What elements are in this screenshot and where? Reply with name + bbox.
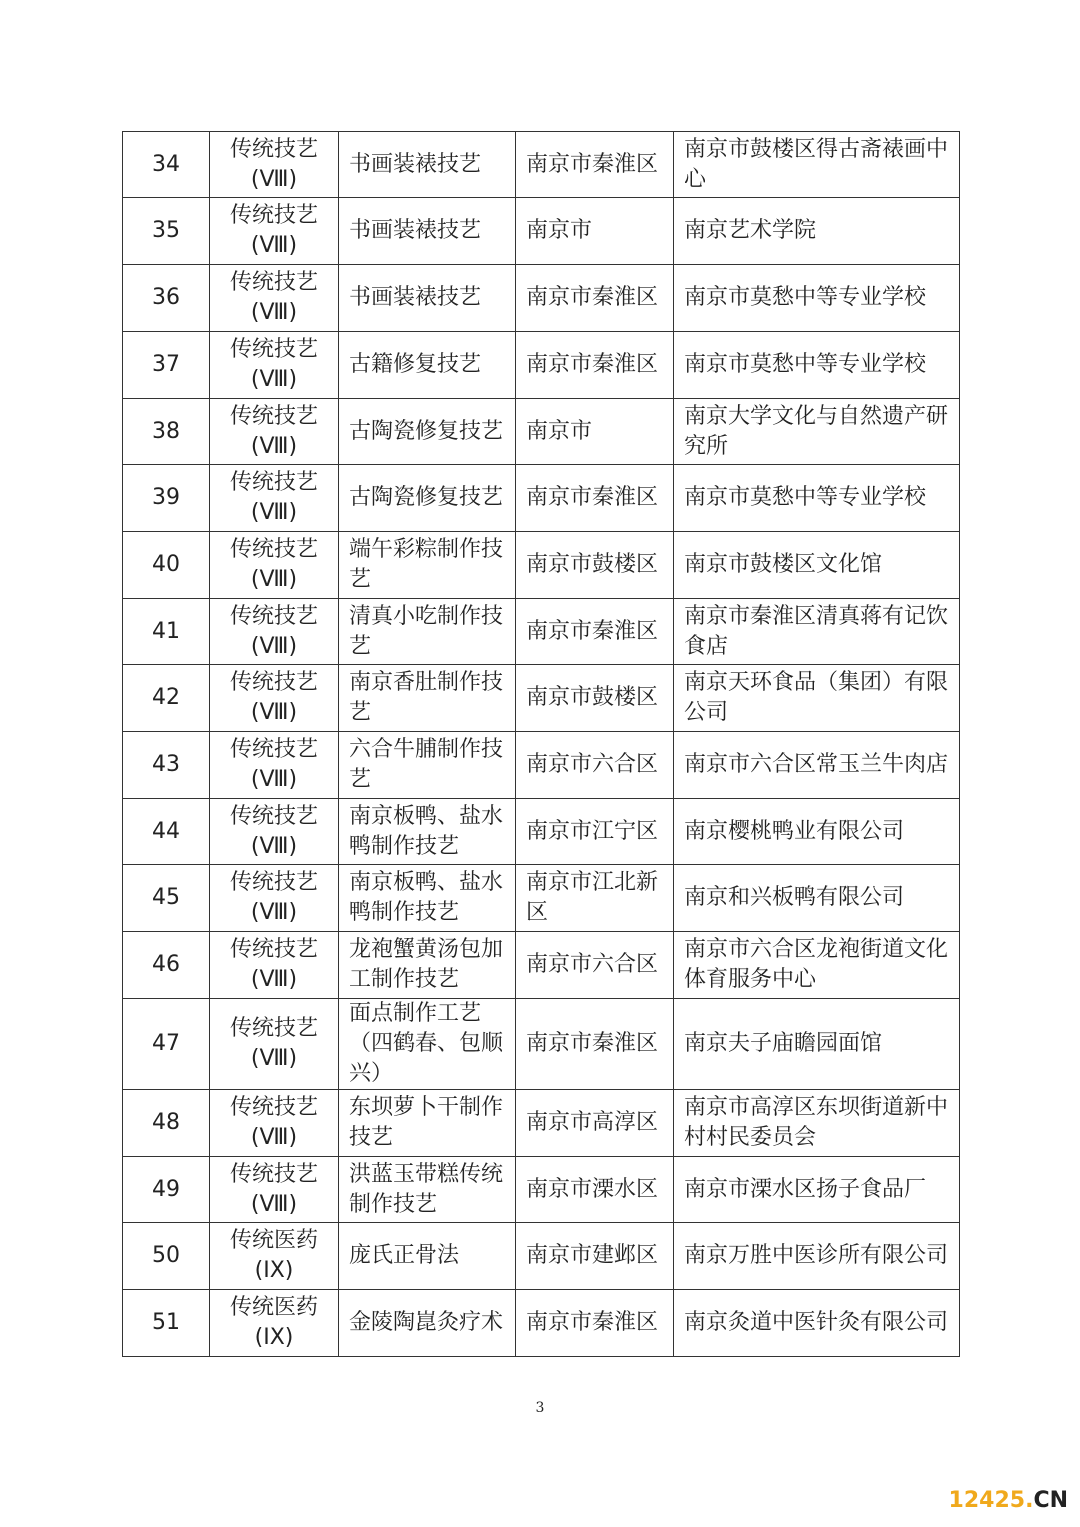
cell-project: 南京香肚制作技艺 — [339, 665, 516, 732]
cell-region: 南京市鼓楼区 — [516, 665, 674, 732]
cell-project: 庞氏正骨法 — [339, 1223, 516, 1290]
cell-category — [210, 332, 339, 399]
cell-region: 南京市 — [516, 198, 674, 265]
category-label: 传统技艺 — [229, 803, 318, 829]
cell-unit: 南京樱桃鸭业有限公司 — [674, 799, 960, 865]
cell-unit: 南京市莫愁中等专业学校 — [674, 265, 960, 332]
cell-category — [210, 665, 339, 732]
cell-number: 40 — [123, 532, 210, 599]
table-body — [123, 132, 960, 1357]
category-label: 传统技艺 — [229, 203, 318, 228]
category-label: 传统技艺 — [229, 337, 318, 362]
site-watermark — [949, 1488, 1068, 1513]
cell-category — [210, 999, 339, 1090]
category-label: 传统技艺 — [229, 1016, 318, 1041]
cell-category — [210, 265, 339, 332]
cell-number: 49 — [123, 1157, 210, 1223]
category-code: (IX) — [254, 1258, 294, 1283]
table-row — [123, 1157, 960, 1223]
category-label: 传统技艺 — [229, 603, 318, 629]
table-row — [123, 1223, 960, 1290]
cell-region: 南京市溧水区 — [516, 1157, 674, 1223]
cell-number: 41 — [123, 599, 210, 665]
heritage-list-table — [122, 131, 960, 1357]
watermark-suffix: CN — [1033, 1488, 1068, 1513]
category-label: 传统技艺 — [229, 737, 318, 762]
cell-region: 南京市六合区 — [516, 732, 674, 799]
watermark-dot: . — [1025, 1488, 1034, 1513]
cell-category — [210, 932, 339, 999]
cell-number: 48 — [123, 1090, 210, 1157]
cell-region: 南京市江宁区 — [516, 799, 674, 865]
cell-number: 34 — [123, 132, 210, 198]
cell-project: 书画装裱技艺 — [339, 265, 516, 332]
category-code: (Ⅷ) — [250, 500, 298, 525]
cell-region: 南京市秦淮区 — [516, 332, 674, 399]
cell-unit: 南京市溧水区扬子食品厂 — [674, 1157, 960, 1223]
cell-project: 面点制作工艺（四鹤春、包顺兴） — [339, 999, 516, 1090]
cell-project: 南京板鸭、盐水鸭制作技艺 — [339, 865, 516, 932]
category-code: (Ⅷ) — [250, 367, 298, 392]
table-row — [123, 1090, 960, 1157]
category-code: (Ⅷ) — [250, 1191, 298, 1217]
table-row — [123, 865, 960, 932]
cell-category — [210, 865, 339, 932]
cell-category — [210, 1090, 339, 1157]
category-code: (Ⅷ) — [250, 700, 298, 725]
category-label: 传统技艺 — [229, 670, 318, 695]
cell-number: 47 — [123, 999, 210, 1090]
cell-category — [210, 799, 339, 865]
cell-region: 南京市建邺区 — [516, 1223, 674, 1290]
cell-unit: 南京市高淳区东坝街道新中村村民委员会 — [674, 1090, 960, 1157]
category-code: (Ⅷ) — [250, 1125, 298, 1150]
table-row — [123, 1290, 960, 1357]
category-code: (Ⅷ) — [250, 567, 298, 592]
cell-unit: 南京天环食品（集团）有限公司 — [674, 665, 960, 732]
cell-number: 36 — [123, 265, 210, 332]
cell-category — [210, 532, 339, 599]
cell-category — [210, 465, 339, 532]
cell-number: 37 — [123, 332, 210, 399]
cell-unit: 南京万胜中医诊所有限公司 — [674, 1223, 960, 1290]
category-label: 传统技艺 — [229, 870, 318, 895]
cell-unit: 南京大学文化与自然遗产研究所 — [674, 399, 960, 465]
table-row — [123, 732, 960, 799]
cell-category — [210, 732, 339, 799]
cell-category — [210, 1290, 339, 1357]
table-row — [123, 198, 960, 265]
cell-region: 南京市江北新区 — [516, 865, 674, 932]
cell-category — [210, 198, 339, 265]
cell-unit: 南京市莫愁中等专业学校 — [674, 332, 960, 399]
cell-number: 42 — [123, 665, 210, 732]
cell-region: 南京市秦淮区 — [516, 265, 674, 332]
category-code: (Ⅷ) — [250, 166, 298, 192]
cell-project: 龙袍蟹黄汤包加工制作技艺 — [339, 932, 516, 999]
table-row — [123, 332, 960, 399]
cell-project: 书画装裱技艺 — [339, 132, 516, 198]
table-row — [123, 132, 960, 198]
cell-region: 南京市高淳区 — [516, 1090, 674, 1157]
cell-unit: 南京市六合区常玉兰牛肉店 — [674, 732, 960, 799]
cell-region: 南京市秦淮区 — [516, 999, 674, 1090]
cell-unit: 南京市鼓楼区文化馆 — [674, 532, 960, 599]
category-label: 传统技艺 — [229, 1161, 318, 1187]
cell-region: 南京市 — [516, 399, 674, 465]
cell-region: 南京市秦淮区 — [516, 465, 674, 532]
table-row — [123, 399, 960, 465]
table-row — [123, 799, 960, 865]
category-code: (Ⅷ) — [250, 300, 298, 325]
cell-number: 46 — [123, 932, 210, 999]
cell-region: 南京市秦淮区 — [516, 599, 674, 665]
cell-project: 古陶瓷修复技艺 — [339, 465, 516, 532]
cell-project: 南京板鸭、盐水鸭制作技艺 — [339, 799, 516, 865]
cell-project: 洪蓝玉带糕传统制作技艺 — [339, 1157, 516, 1223]
cell-number: 39 — [123, 465, 210, 532]
category-label: 传统技艺 — [229, 136, 318, 162]
category-code: (Ⅷ) — [250, 900, 298, 925]
watermark-number: 12425 — [948, 1488, 1026, 1513]
cell-unit: 南京艺术学院 — [674, 198, 960, 265]
cell-unit: 南京市鼓楼区得古斋裱画中心 — [674, 132, 960, 198]
table-row — [123, 265, 960, 332]
cell-category — [210, 399, 339, 465]
category-label: 传统技艺 — [229, 537, 318, 562]
cell-project: 古籍修复技艺 — [339, 332, 516, 399]
category-code: (Ⅷ) — [250, 433, 298, 459]
category-code: (Ⅷ) — [250, 1046, 298, 1071]
category-label: 传统技艺 — [229, 937, 318, 962]
cell-number: 44 — [123, 799, 210, 865]
category-code: (IX) — [254, 1325, 294, 1350]
cell-unit: 南京夫子庙瞻园面馆 — [674, 999, 960, 1090]
cell-unit: 南京灸道中医针灸有限公司 — [674, 1290, 960, 1357]
table-row — [123, 532, 960, 599]
cell-unit: 南京市六合区龙袍街道文化体育服务中心 — [674, 932, 960, 999]
category-code: (Ⅷ) — [250, 233, 298, 258]
cell-project: 清真小吃制作技艺 — [339, 599, 516, 665]
cell-region: 南京市秦淮区 — [516, 1290, 674, 1357]
category-code: (Ⅷ) — [250, 633, 298, 659]
table-row — [123, 932, 960, 999]
category-label: 传统医药 — [229, 1228, 318, 1253]
cell-unit: 南京和兴板鸭有限公司 — [674, 865, 960, 932]
cell-number: 45 — [123, 865, 210, 932]
cell-unit: 南京市秦淮区清真蒋有记饮食店 — [674, 599, 960, 665]
page-number: 3 — [535, 1400, 545, 1416]
category-label: 传统技艺 — [229, 470, 318, 495]
category-label: 传统技艺 — [229, 403, 318, 429]
category-label: 传统技艺 — [229, 270, 318, 295]
cell-unit: 南京市莫愁中等专业学校 — [674, 465, 960, 532]
cell-region: 南京市秦淮区 — [516, 132, 674, 198]
table-row — [123, 999, 960, 1090]
cell-number: 38 — [123, 399, 210, 465]
category-label: 传统技艺 — [229, 1095, 318, 1120]
table-row — [123, 465, 960, 532]
cell-number: 43 — [123, 732, 210, 799]
cell-region: 南京市六合区 — [516, 932, 674, 999]
cell-number: 35 — [123, 198, 210, 265]
table-row — [123, 665, 960, 732]
cell-category — [210, 599, 339, 665]
cell-category — [210, 1157, 339, 1223]
cell-number: 51 — [123, 1290, 210, 1357]
category-code: (Ⅷ) — [250, 967, 298, 992]
category-code: (Ⅷ) — [250, 833, 298, 859]
cell-project: 金陵陶崑灸疗术 — [339, 1290, 516, 1357]
cell-category — [210, 132, 339, 198]
category-label: 传统医药 — [229, 1295, 318, 1320]
cell-project: 书画装裱技艺 — [339, 198, 516, 265]
cell-region: 南京市鼓楼区 — [516, 532, 674, 599]
table-row — [123, 599, 960, 665]
cell-number: 50 — [123, 1223, 210, 1290]
cell-category — [210, 1223, 339, 1290]
cell-project: 端午彩粽制作技艺 — [339, 532, 516, 599]
category-code: (Ⅷ) — [250, 767, 298, 792]
cell-project: 古陶瓷修复技艺 — [339, 399, 516, 465]
cell-project: 六合牛脯制作技艺 — [339, 732, 516, 799]
cell-project: 东坝萝卜干制作技艺 — [339, 1090, 516, 1157]
